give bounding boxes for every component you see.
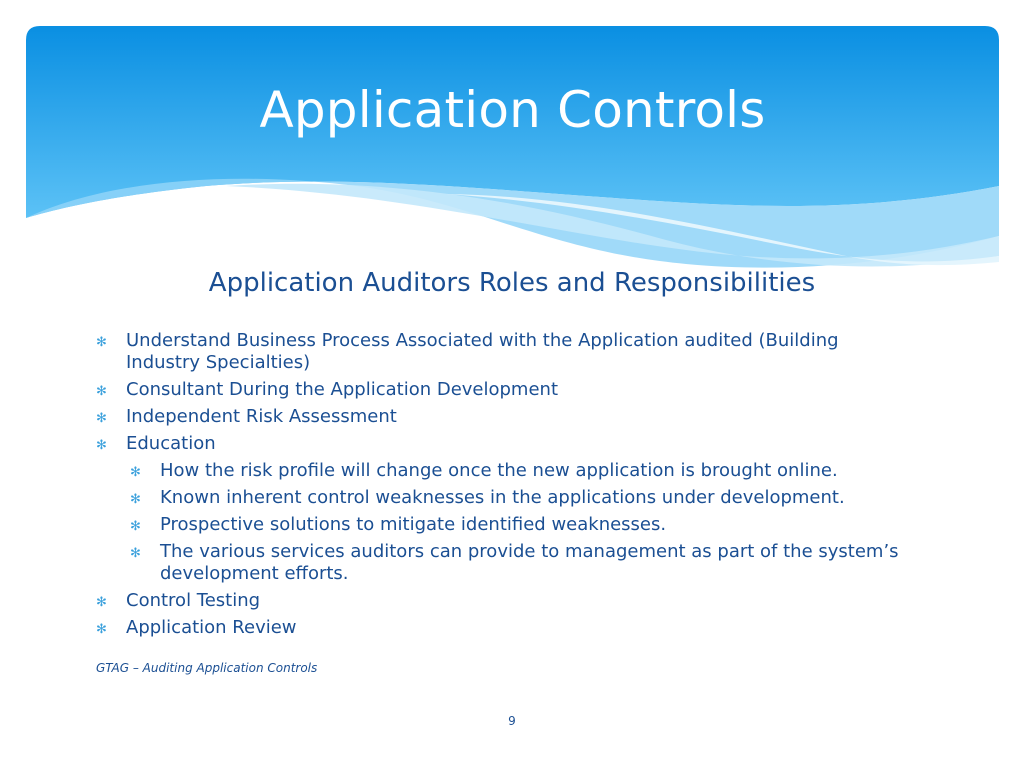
list-item-text: Control Testing bbox=[126, 590, 261, 611]
asterisk-bullet-icon: ✻ bbox=[130, 492, 141, 507]
sub-list-item bbox=[130, 487, 916, 509]
header-wave-graphic bbox=[26, 26, 999, 296]
asterisk-bullet-icon: ✻ bbox=[130, 546, 141, 561]
asterisk-bullet-icon: ✻ bbox=[96, 438, 107, 453]
sub-list-item bbox=[130, 460, 916, 482]
list-item bbox=[96, 379, 916, 401]
header-banner bbox=[26, 26, 999, 296]
asterisk-bullet-icon: ✻ bbox=[96, 622, 107, 637]
slide-subtitle: Application Auditors Roles and Responsibilities bbox=[208, 268, 816, 298]
list-item-text: Education bbox=[126, 433, 216, 454]
list-item-text: Application Review bbox=[126, 617, 297, 638]
asterisk-bullet-icon: ✻ bbox=[96, 411, 107, 426]
sub-bullet-list bbox=[130, 460, 916, 585]
sub-list-item-text: How the risk profile will change once the new application is brought online. bbox=[160, 460, 838, 481]
list-item-text: Independent Risk Assessment bbox=[126, 406, 397, 427]
sub-list-item-text: Prospective solutions to mitigate identified weaknesses. bbox=[160, 514, 667, 535]
asterisk-bullet-icon: ✻ bbox=[130, 465, 141, 480]
sub-list-item bbox=[130, 541, 916, 585]
asterisk-bullet-icon: ✻ bbox=[96, 335, 107, 350]
list-item bbox=[96, 330, 916, 374]
page-number: 9 bbox=[508, 714, 516, 728]
list-item-text: Understand Business Process Associated with the Application audited (Building Industry Specialties) bbox=[126, 330, 839, 373]
sub-list-item-text: Known inherent control weaknesses in the applications under development. bbox=[160, 487, 845, 508]
sub-list-item-text: The various services auditors can provide to management as part of the system’s development efforts. bbox=[160, 541, 899, 584]
list-item bbox=[96, 590, 916, 612]
list-item bbox=[96, 617, 916, 639]
list-item bbox=[96, 433, 916, 585]
sub-list-item bbox=[130, 514, 916, 536]
asterisk-bullet-icon: ✻ bbox=[96, 595, 107, 610]
list-item-text: Consultant During the Application Development bbox=[126, 379, 559, 400]
asterisk-bullet-icon: ✻ bbox=[96, 384, 107, 399]
bullet-list bbox=[96, 330, 916, 639]
bullet-list-container bbox=[96, 330, 916, 644]
slide-title: Application Controls bbox=[259, 81, 766, 139]
asterisk-bullet-icon: ✻ bbox=[130, 519, 141, 534]
source-citation: GTAG – Auditing Application Controls bbox=[96, 661, 318, 675]
list-item bbox=[96, 406, 916, 428]
